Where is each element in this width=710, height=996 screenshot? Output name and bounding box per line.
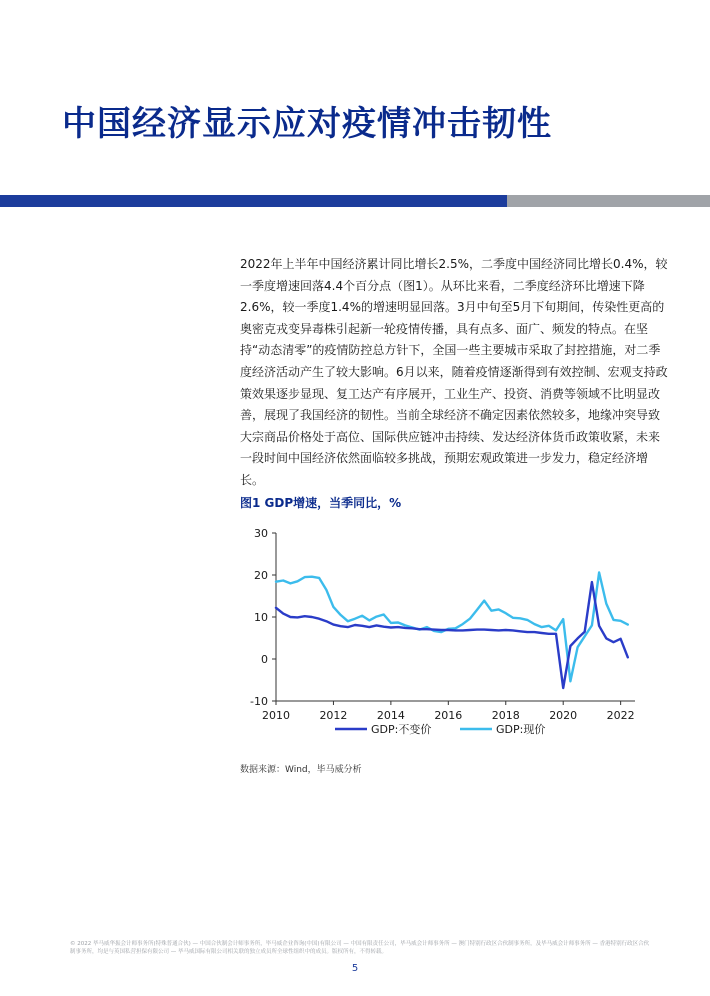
y-tick-label: -10 <box>250 695 268 708</box>
x-tick-label: 2016 <box>434 709 463 722</box>
legend-label: GDP:不变价 <box>371 723 432 736</box>
figure-title: 图1 GDP增速，当季同比，% <box>240 496 402 510</box>
y-tick-label: 10 <box>254 611 268 624</box>
header-band-grey <box>507 195 710 207</box>
x-tick-label: 2018 <box>491 709 520 722</box>
chart-legend <box>335 722 545 736</box>
header-band-blue <box>0 195 507 207</box>
x-tick-label: 2012 <box>319 709 348 722</box>
gdp-growth-chart <box>230 518 650 746</box>
x-tick-label: 2022 <box>606 709 635 722</box>
x-tick-label: 2010 <box>262 709 290 722</box>
y-tick-label: 0 <box>261 653 268 666</box>
data-source: 数据来源：Wind，毕马威分析 <box>240 765 362 775</box>
series-lines <box>276 573 628 689</box>
body-paragraph: 2022年上半年中国经济累计同比增长2.5%，二季度中国经济同比增长0.4%，较一季度增速回落4.4个百分点（图1）。从环比来看，二季度经济环比增速下降2.6%，较一季度1.4%的增速明显回落。3月中旬至5月下旬期间，传染性更高的奥密克戎变异毒株引起新一轮疫情传播，具有点多、面广、频发的特点。在坚持“动态清零”的疫情防控总方针下，全国一些主要城市采取了封控措施，对二季度经济活动产生了较大影响。6月以来，随着疫情逐渐得到有效控制、宏观支持政策效果逐步显现、复工达产有序展开，工业生产、投资、消费等领域不比明显改善，展现了我国经济的韧性。当前全球经济不确定因素依然较多，地缘冲突导致大宗商品价格处于高位、国际供应链冲击持续、发达经济体货币政策收紧，未来一段时间中国经济依然面临较多挑战，预期宏观政策进一步发力，稳定经济增长。 <box>240 257 668 487</box>
page-title: 中国经济显示应对疫情冲击韧性 <box>62 104 552 144</box>
x-tick-label: 2020 <box>549 709 578 722</box>
y-axis-ticks <box>250 527 276 708</box>
page-number: 5 <box>351 963 359 974</box>
y-tick-label: 20 <box>254 569 268 582</box>
series-line-1 <box>276 573 628 682</box>
x-axis-ticks <box>262 701 635 722</box>
legend-label: GDP:现价 <box>496 723 546 736</box>
y-tick-label: 30 <box>254 527 268 540</box>
x-tick-label: 2014 <box>376 709 405 722</box>
footer-disclaimer: © 2022 毕马威华振会计师事务所(特殊普通合伙) — 中国合伙制会计师事务所，毕马威企业咨询(中国)有限公司 — 中国有限责任公司，毕马威会计师事务所 — 澳门特别行政区合伙制事务所，及毕马威会计师事务所 — 香港特别行政区合伙制事务所，均是与英国私营担保有限公司 — 毕马威国际有限公司相关联的独立成员所全球性组织中的成员。版权所有，不得转载。 <box>70 941 650 955</box>
